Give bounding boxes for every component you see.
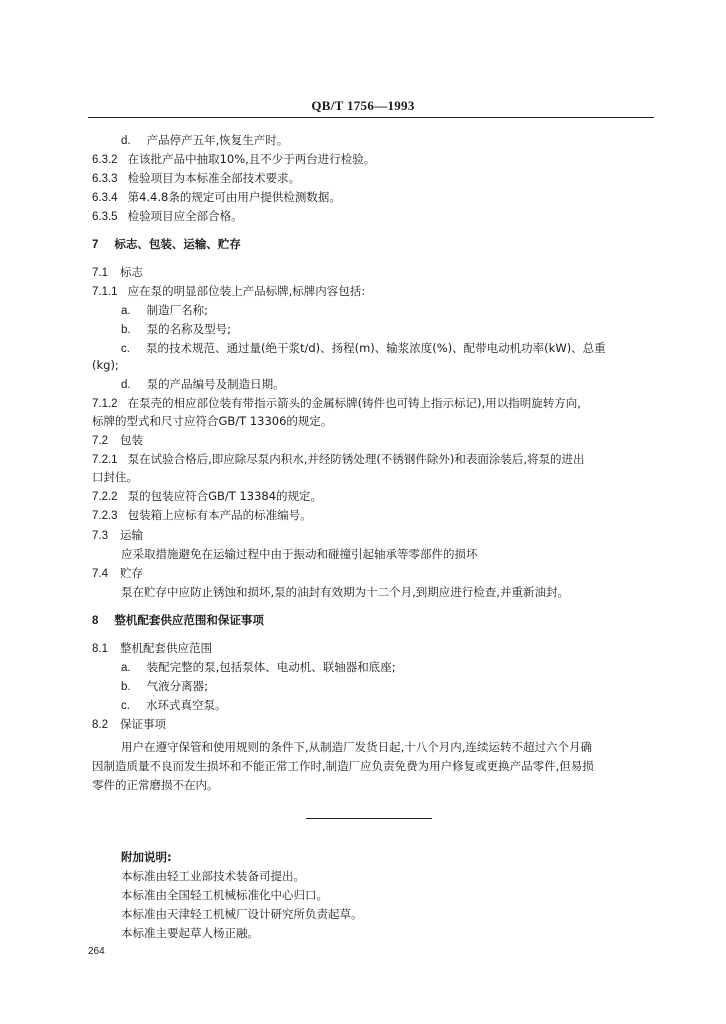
clause-7-2-3: 7.2.3 包装箱上应标有本产品的标准编号。 <box>92 508 312 522</box>
list-item: d. 泵的产品编号及制造日期。 <box>121 377 285 391</box>
paragraph-line: 零件的正常磨损不在内。 <box>92 778 219 792</box>
clause-7-1-1: 7.1.1 应在泵的明显部位装上产品标牌,标牌内容包括: <box>92 284 366 298</box>
paragraph-line: 应采取措施避免在运输过程中由于振动和碰撞引起轴承等零部件的损坏 <box>121 547 478 561</box>
clause-8-2-heading: 8.2 保证事项 <box>92 717 166 731</box>
list-item: c. 泵的技术规范、通过量(绝干浆t/d)、扬程(m)、输浆浓度(%)、配带电动机功率(kW)、总重 <box>121 341 606 355</box>
clause-7-1-heading: 7.1 标志 <box>92 265 143 279</box>
continuation-line: (kg); <box>92 358 119 372</box>
list-item: b. 气液分离器; <box>121 679 208 693</box>
clause-7-3-heading: 7.3 运输 <box>92 528 143 542</box>
section-8-heading: 8 整机配套供应范围和保证事项 <box>92 613 264 627</box>
clause-6-3-5: 6.3.5 检验项目应全部合格。 <box>92 209 243 223</box>
list-item: b. 泵的名称及型号; <box>121 322 231 336</box>
clause-7-2-heading: 7.2 包装 <box>92 433 143 447</box>
paragraph-line: 泵在贮存中应防止锈蚀和损坏,泵的油封有效期为十二个月,到期应进行检查,并重新油封。 <box>121 585 569 599</box>
clause-6-3-2: 6.3.2 在该批产品中抽取10%,且不少于两台进行检验。 <box>92 152 376 166</box>
section-separator <box>306 818 432 819</box>
clause-7-2-1: 7.2.1 泵在试验合格后,即应除尽泵内积水,并经防锈处理(不锈钢件除外)和表面涂装后,将泵的进出 <box>92 452 585 466</box>
list-item: a. 装配完整的泵,包括泵体、电动机、联轴器和底座; <box>121 660 396 674</box>
notes-title: 附加说明: <box>121 850 172 864</box>
continuation-line: 标牌的型式和尺寸应符合GB/T 13306的规定。 <box>92 414 333 428</box>
clause-7-1-2: 7.1.2 在泵壳的相应部位装有带指示箭头的金属标牌(铸件也可铸上指示标记),用以指明旋转方向, <box>92 396 581 410</box>
note-item: 本标准由全国轻工机械标准化中心归口。 <box>121 888 328 902</box>
list-item: c. 水环式真空泵。 <box>121 698 227 712</box>
paragraph-line: 用户在遵守保管和使用规则的条件下,从制造厂发货日起,十八个月内,连续运转不超过六个月确 <box>121 740 592 754</box>
clause-8-1-heading: 8.1 整机配套供应范围 <box>92 641 212 655</box>
clause-6-3-3: 6.3.3 检验项目为本标准全部技术要求。 <box>92 171 301 185</box>
header-rule <box>88 117 654 118</box>
list-item: a. 制造厂名称; <box>121 303 208 317</box>
note-item: 本标准由天津轻工机械厂设计研究所负责起草。 <box>121 907 363 921</box>
note-item: 本标准主要起草人杨正融。 <box>121 926 259 940</box>
standard-number-header: QB/T 1756—1993 <box>311 98 415 113</box>
clause-7-4-heading: 7.4 贮存 <box>92 566 143 580</box>
paragraph-line: 因制造质量不良而发生损坏和不能正常工作时,制造厂应负责免费为用户修复或更换产品零件,但易损 <box>92 759 594 773</box>
section-7-heading: 7 标志、包装、运输、贮存 <box>92 237 241 251</box>
page-number: 264 <box>88 946 105 957</box>
note-item: 本标准由轻工业部技术装备司提出。 <box>121 869 305 883</box>
list-item: d. 产品停产五年,恢复生产时。 <box>121 133 289 147</box>
clause-7-2-2: 7.2.2 泵的包装应符合GB/T 13384的规定。 <box>92 489 323 503</box>
continuation-line: 口封住。 <box>92 470 138 484</box>
clause-6-3-4: 6.3.4 第4.4.8条的规定可由用户提供检测数据。 <box>92 190 341 204</box>
